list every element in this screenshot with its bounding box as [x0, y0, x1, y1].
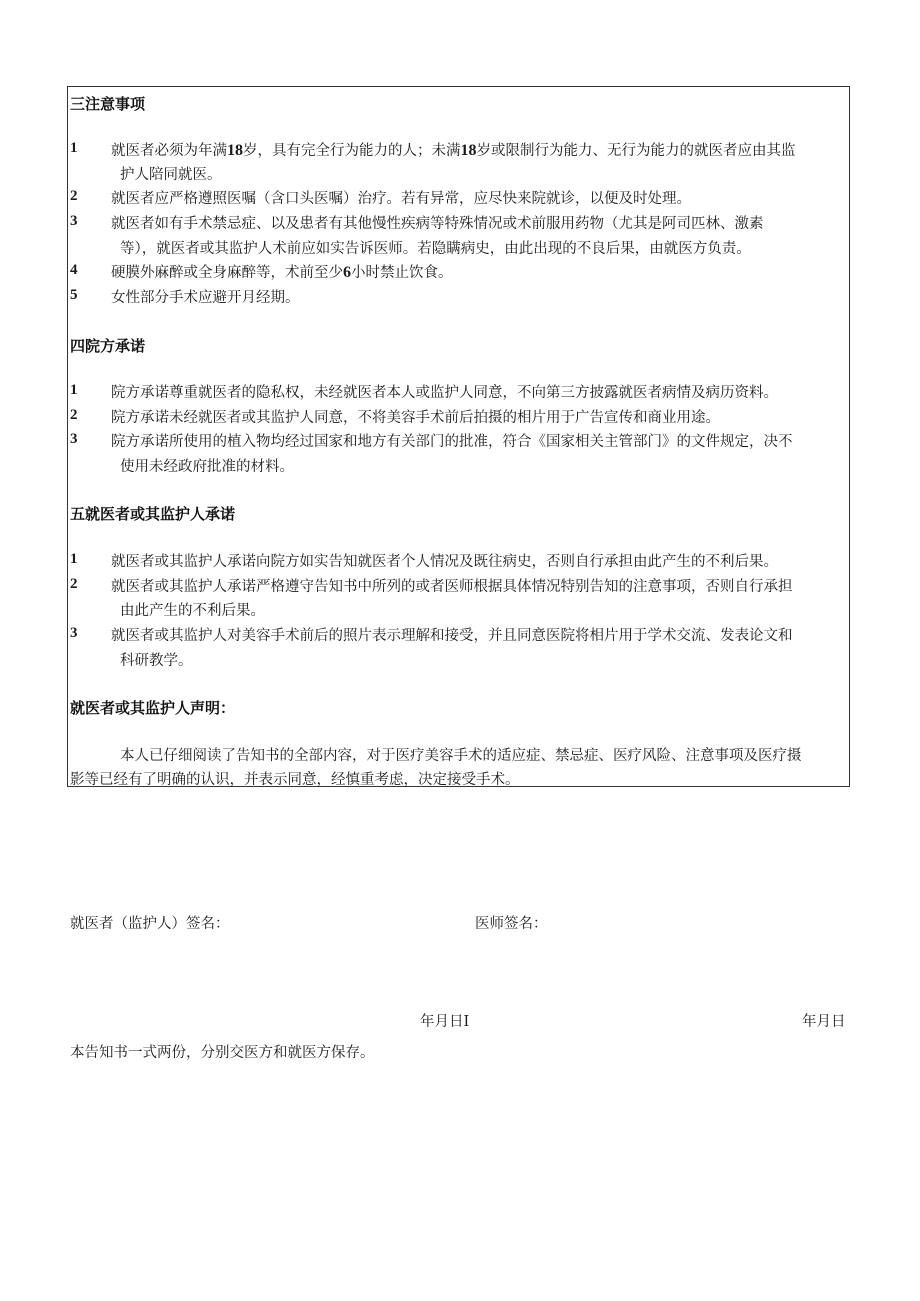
item-number: 2	[70, 407, 78, 423]
declaration-title: 就医者或其监护人声明：	[70, 699, 236, 717]
precaution-item-3-line2: 等），就医者或其监护人术前应如实告诉医师。若隐瞒病史，由此出现的不良后果，由就医方负责。	[120, 241, 751, 257]
footer-note: 本告知书一式两份，分别交医方和就医方保存。	[70, 1045, 375, 1061]
hospital-item-3-line1: 院方承诺所使用的植入物均经过国家和地方有关部门的批准，符合《国家相关主管部门》的文件规定，决不	[111, 434, 793, 450]
section-title-patient-commitment: 五就医者或其监护人承诺	[70, 505, 236, 523]
declaration-line1: 本人已仔细阅读了告知书的全部内容，对于医疗美容手术的适应症、禁忌症、医疗风险、注意事项及医疗摄	[120, 748, 802, 764]
item-number: 1	[70, 551, 78, 567]
hospital-item-3-line2: 使用未经政府批准的材料。	[120, 459, 294, 475]
item-number: 2	[70, 576, 78, 592]
precaution-item-2: 就医者应严格遵照医嘱（含口头医嘱）治疗。若有异常，应尽快来院就诊，以便及时处理。	[111, 191, 691, 207]
patient-item-2-line1: 就医者或其监护人承诺严格遵守告知书中所列的或者医师根据具体情况特别告知的注意事项，否则自行承担	[111, 579, 793, 595]
hospital-item-2: 院方承诺未经就医者或其监护人同意，不将美容手术前后拍摄的相片用于广告宣传和商业用途。	[111, 410, 720, 426]
item-number: 3	[70, 625, 78, 641]
item-number: 1	[70, 382, 78, 398]
doctor-signature-label: 医师签名：	[475, 916, 548, 932]
section-title-hospital-commitment: 四院方承诺	[70, 337, 146, 355]
precaution-item-3-line1: 就医者如有手术禁忌症、以及患者有其他慢性疾病等特殊情况或术前服用药物（尤其是阿司匹林、激素	[111, 216, 764, 232]
item-number: 1	[70, 140, 78, 156]
section-title-precautions: 三注意事项	[70, 95, 146, 113]
declaration-line2: 影等已经有了明确的认识，并表示同意，经慎重考虑，决定接受手术。	[70, 772, 520, 788]
item-number: 2	[70, 188, 78, 204]
precaution-item-1-line2: 护人陪同就医。	[120, 167, 222, 183]
precaution-item-5: 女性部分手术应避开月经期。	[111, 290, 300, 306]
hospital-item-1: 院方承诺尊重就医者的隐私权，未经就医者本人或监护人同意，不向第三方披露就医者病情及病历资料。	[111, 385, 778, 401]
patient-signature-label: 就医者（监护人）签名：	[70, 916, 230, 932]
patient-item-3-line2: 科研教学。	[120, 653, 193, 669]
doctor-date: 年月日	[802, 1014, 846, 1030]
patient-date: 年月日I	[420, 1014, 470, 1030]
item-number: 4	[70, 262, 78, 278]
item-number: 5	[70, 287, 78, 303]
precaution-item-1-line1: 就医者必须为年满18岁，具有完全行为能力的人；未满18岁或限制行为能力、无行为能力的就医者应由其监	[111, 142, 796, 159]
item-number: 3	[70, 431, 78, 447]
patient-item-3-line1: 就医者或其监护人对美容手术前后的照片表示理解和接受，并且同意医院将相片用于学术交流、发表论文和	[111, 628, 793, 644]
patient-item-2-line2: 由此产生的不利后果。	[120, 603, 265, 619]
precaution-item-4: 硬膜外麻醉或全身麻醉等，术前至少6小时禁止饮食。	[111, 264, 453, 281]
patient-item-1: 就医者或其监护人承诺向院方如实告知就医者个人情况及既往病史，否则自行承担由此产生的不利后果。	[111, 554, 778, 570]
item-number: 3	[70, 213, 78, 229]
